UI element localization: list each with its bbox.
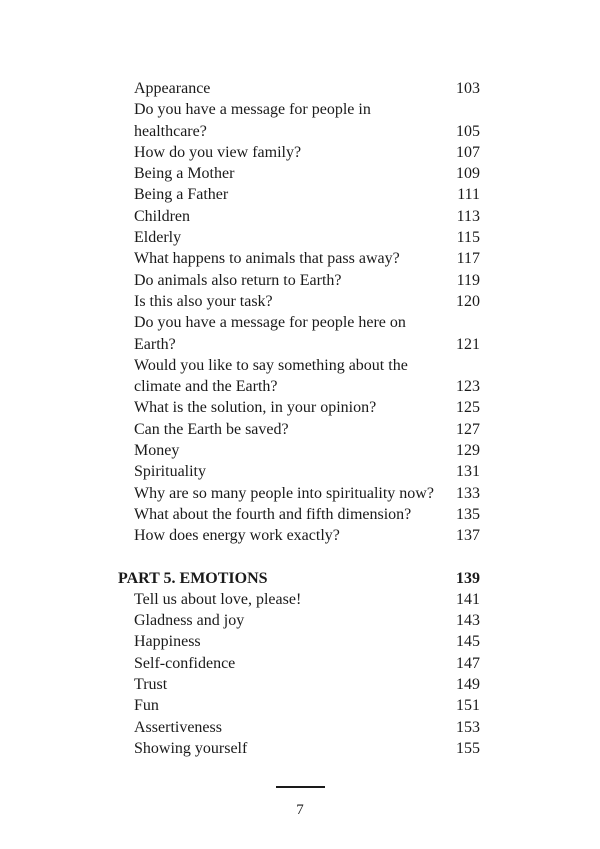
toc-entry-title: Assertiveness bbox=[134, 718, 222, 736]
toc-entry-title: Do you have a message for people in healthcare? bbox=[134, 101, 371, 140]
toc-entry-page: 113 bbox=[456, 207, 480, 225]
toc-entry bbox=[118, 163, 480, 184]
toc-entry-title: What happens to animals that pass away? bbox=[134, 250, 400, 268]
toc-entry-page: 129 bbox=[456, 442, 480, 460]
toc-entry-title: How does energy work exactly? bbox=[134, 527, 340, 545]
toc-entry-page: 105 bbox=[456, 122, 480, 140]
toc-entry bbox=[118, 717, 480, 738]
toc-entry bbox=[118, 483, 480, 504]
toc-entry-page: 153 bbox=[456, 718, 480, 736]
toc-entry-page: 107 bbox=[456, 143, 480, 161]
toc-entry-title: Children bbox=[134, 207, 190, 225]
toc-part-title: PART 5. EMOTIONS bbox=[118, 569, 268, 587]
toc-entry-page: 127 bbox=[456, 420, 480, 438]
toc-entry bbox=[118, 312, 480, 355]
toc-entry-page: 151 bbox=[456, 697, 480, 715]
toc-entry-title: Trust bbox=[134, 676, 168, 694]
toc-entry bbox=[118, 270, 480, 291]
toc-part-page: 139 bbox=[456, 569, 480, 587]
toc-entry bbox=[118, 461, 480, 482]
toc-entry-page: 109 bbox=[456, 165, 480, 183]
toc-entry bbox=[118, 248, 480, 269]
toc-entry-title: Self-confidence bbox=[134, 654, 236, 672]
toc-entry bbox=[118, 78, 480, 99]
toc-entry-title: Why are so many people into spirituality now? bbox=[134, 484, 434, 502]
toc-entry-page: 149 bbox=[456, 676, 480, 694]
toc-entry bbox=[118, 525, 480, 546]
toc-entry bbox=[118, 589, 480, 610]
toc-entry-page: 135 bbox=[456, 505, 480, 523]
toc-entry-page: 103 bbox=[456, 80, 480, 97]
toc-entry-page: 119 bbox=[456, 271, 480, 289]
toc-entry bbox=[118, 440, 480, 461]
toc-entry bbox=[118, 674, 480, 695]
toc-entry bbox=[118, 227, 480, 248]
toc-entry-page: 131 bbox=[456, 463, 480, 481]
toc-entries-before bbox=[118, 78, 480, 547]
toc-entry bbox=[118, 184, 480, 205]
toc-entry-title: Being a Mother bbox=[134, 165, 235, 183]
toc-entry bbox=[118, 99, 480, 142]
toc-entry-page: 121 bbox=[456, 335, 480, 353]
toc-entry-title: Fun bbox=[134, 697, 159, 715]
toc-entry-page: 141 bbox=[456, 590, 480, 608]
toc-entry-title: Elderly bbox=[134, 229, 182, 247]
toc-entry-title: Do animals also return to Earth? bbox=[134, 271, 342, 289]
toc-entries-after bbox=[118, 589, 480, 759]
toc-entry-title: How do you view family? bbox=[134, 143, 302, 161]
toc-entry bbox=[118, 610, 480, 631]
toc-part-heading bbox=[118, 568, 480, 589]
toc-entry-page: 143 bbox=[456, 612, 480, 630]
toc-entry-title: What is the solution, in your opinion? bbox=[134, 399, 377, 417]
toc-entry-page: 145 bbox=[456, 633, 480, 651]
toc-entry bbox=[118, 653, 480, 674]
toc-entry-title: Would you like to say something about the climate and the Earth? bbox=[134, 356, 408, 396]
toc-entry bbox=[118, 355, 480, 398]
toc-entry bbox=[118, 142, 480, 163]
toc-entry bbox=[118, 695, 480, 716]
toc-entry-title: Showing yourself bbox=[134, 739, 248, 757]
toc-entry-title: Spirituality bbox=[134, 463, 206, 481]
toc-entry-page: 125 bbox=[456, 399, 480, 417]
toc-entry bbox=[118, 419, 480, 440]
toc-entry bbox=[118, 206, 480, 227]
toc-entry bbox=[118, 291, 480, 312]
toc-entry-title: Tell us about love, please! bbox=[134, 590, 302, 608]
footer-divider bbox=[276, 786, 325, 788]
toc-entry-page: 117 bbox=[456, 250, 480, 268]
toc-entry-title: Money bbox=[134, 442, 180, 460]
toc-entry-title: Appearance bbox=[134, 80, 211, 97]
page-number: 7 bbox=[296, 802, 304, 818]
toc-entry-title: Happiness bbox=[134, 633, 201, 651]
toc-entry-title: Is this also your task? bbox=[134, 292, 273, 310]
toc-entry-title: Being a Father bbox=[134, 186, 229, 204]
toc-entry-title: What about the fourth and fifth dimension? bbox=[134, 505, 412, 523]
toc-entry-page: 133 bbox=[456, 484, 480, 502]
toc-entry-page: 147 bbox=[456, 654, 480, 672]
toc-entry-page: 120 bbox=[456, 292, 480, 310]
toc-entry-page: 111 bbox=[457, 186, 480, 204]
toc-entry-page: 155 bbox=[456, 739, 480, 757]
toc-entry-page: 123 bbox=[456, 378, 480, 396]
toc-entry-page: 137 bbox=[456, 527, 480, 545]
toc-entry-page: 115 bbox=[456, 229, 480, 247]
toc-entry-title: Gladness and joy bbox=[134, 612, 245, 630]
toc-entry bbox=[118, 504, 480, 525]
toc-entry bbox=[118, 397, 480, 418]
toc-entry bbox=[118, 631, 480, 652]
toc-entry-title: Can the Earth be saved? bbox=[134, 420, 289, 438]
toc-entry-title: Do you have a message for people here on Earth? bbox=[134, 314, 406, 353]
table-of-contents bbox=[118, 78, 480, 759]
toc-entry bbox=[118, 738, 480, 759]
